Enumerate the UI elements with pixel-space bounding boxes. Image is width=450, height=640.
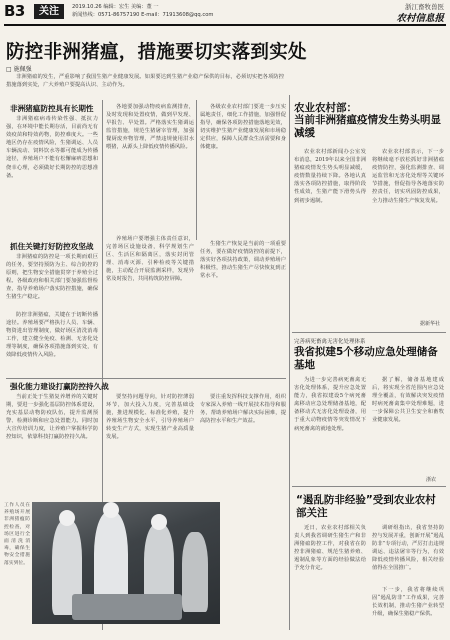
subhead-3: 强化能力建设打赢防控持久战 <box>10 382 109 391</box>
story2-title: 我省拟建5个移动应急处理储备基地 <box>294 346 438 371</box>
hotline: 新闻热线：0571-86757190 E-mail：71913608@qq.com <box>72 12 214 18</box>
story1-paragraph: 农业农村部表示，下一步将继续毫不放松抓好非洲猪瘟疫情防控，强化监测排查、调运监管和无害化处理等关键环节措施，督促指导各地落实防控责任，切实巩固防控成果，全力推动生猪生产恢复发展。 <box>372 149 444 204</box>
main-headline: 防控非洲猪瘟，措施要切实落到实处 <box>6 42 307 63</box>
column-rule <box>289 95 290 630</box>
photo-figure <box>151 514 167 530</box>
section-rule <box>6 378 286 379</box>
story1-title: 当前非洲猪瘟疫情发生势头明显减缓 <box>294 114 441 139</box>
story3-paragraph: 近日，农业农村部相关负责人到我省调研生猪生产和非洲猪瘟防控工作，对我省在防控非洲猪瘟、规范生猪养殖、遏制乱象等方面的经验做法给予充分肯定。 <box>294 525 366 572</box>
article-paragraph: 要坚持问题导向，针对防控薄弱环节，加大投入力度，完善基础设施，推进规模化、标准化养殖，提升养殖场生物安全水平，引导养殖场户转变生产方式，实现生猪产业高质量发展。 <box>106 394 194 441</box>
story2-paragraph: 为进一步完善病死畜禽无害化处理体系，提升应急处置能力，我省拟建设5个病死畜禽移动应急处理储备基地，配备移动式无害化处理设备，用于重大动物疫情等突发情况下病死畜禽的就地处理。 <box>294 377 366 432</box>
article-paragraph: 要注重发挥科技支撑作用，组织专家深入养殖一线开展技术指导和服务，帮助养殖场户解决实际困难，提高防控水平和生产效益。 <box>200 394 286 425</box>
story2-paragraph: 据了解，储备基地建成后，将实现全省范围内应急处理全覆盖，有效解决突发疫情时病死畜禽集中处理难题，进一步保障公共卫生安全和畜牧业健康发展。 <box>372 377 444 424</box>
story3-title: “遏乱防非经验”受到农业农村部关注 <box>296 494 436 519</box>
photo-caption: 工作人员在养殖场开展非洲猪瘟防控检查，对场区进行全面清洗消毒，确保生物安全措施落实到位。 <box>4 503 30 566</box>
intro-paragraph: 非洲猪瘟的发生，严重影响了我国生猪产业健康发展。如果要达到生猪产业稳产保供的目标，必须切实把各项防控措施落到实处，广大养殖户要提高认识、主动作为。 <box>6 74 284 89</box>
subhead-1: 非洲猪瘟防控具有长期性 <box>10 104 94 113</box>
issue-date: 2019.10.26 <box>72 4 102 10</box>
photo-figure <box>103 502 119 518</box>
news-photo <box>32 502 220 624</box>
article-paragraph: 各地要加强动物疫病监测排查，及时发现和处置疫情，做到早发现、早报告、早处置。严格落实生猪调运监管措施，规范生猪屠宰管理，加强餐厨废弃物管理，严禁违规使用泔水喂猪，从源头上降低疫情传播风险。 <box>106 104 194 151</box>
article-paragraph: 各级农业农村部门要进一步压实属地责任，细化工作措施，加强督促指导，确保各项防控措施落地见效，切实维护生猪产业健康发展和市场稳定供应，保障人民群众生活需要和身体健康。 <box>200 104 286 151</box>
issue-meta <box>72 3 159 10</box>
masthead <box>0 0 450 26</box>
photo-figure <box>59 510 75 526</box>
article-paragraph: 非洲猪瘟的防控是一项长期而艰巨的任务，要坚持预防为主、综合防控的原则，把生物安全措施贯穿于养殖全过程。各级政府和相关部门要加强监督检查，指导养殖场户落实防控措施，确保生猪生产稳定。 <box>6 254 98 301</box>
column-name: 浙江畜牧兽医 <box>405 3 444 11</box>
editor-credit: 编辑：宏生 美编：董 一 <box>103 4 159 10</box>
article-paragraph: 当前正处于生猪复养增养的关键时期，要进一步强化基层防控体系建设，充实基层动物防疫队伍，提升监测预警、检测诊断和应急处置能力。同时加大宣传培训力度，让养殖户掌握科学防控知识，依靠科技打赢防控持久战。 <box>6 394 98 441</box>
subhead-2: 抓住关键打好防控攻坚战 <box>10 242 94 251</box>
story2-kicker: 完善病死畜禽无害化处理体系 <box>294 339 366 345</box>
article-paragraph: 非洲猪瘟病毒传染性强、抵抗力强，在环境中能长期存活，目前尚无有效疫苗和特效药物，防控难度大。一些地区仍存在疫情风险，生猪调运、人员车辆流动、饲料饮水等都可能成为传播途径，养殖场户不能有松懈麻痹思想和侥幸心理，必须做好长期防控的思想准备。 <box>6 116 98 179</box>
story1-credit: 据新华社 <box>420 321 441 327</box>
story3-paragraph: 下一步，我省将继续巩固“遏乱防非”工作成果，完善长效机制，推动生猪产业转型升级，确保生猪稳产保供。 <box>372 587 444 618</box>
article-paragraph: 防控非洲猪瘟，关键在于切断传播途径。养殖场要严格执行人员、车辆、物资进出管理制度，做好场区清洗消毒工作，建立健全免疫、检测、无害化处理等制度，确保各项措施落到实处，有效降低疫情传入风险。 <box>6 312 98 359</box>
story1-kicker: 农业农村部： <box>294 102 357 114</box>
story2-credit: 浙农 <box>426 477 437 483</box>
page-number: B3 <box>4 2 25 20</box>
section-rule <box>292 486 446 487</box>
story3-paragraph: 调研组指出，我省坚持防控与发展并重，创新开展“遏乱防非”专项行动，严厉打击违规调运、违法屠宰等行为，有效降低疫情传播风险，相关经验值得在全国推广。 <box>372 525 444 572</box>
photo-figure <box>72 594 182 620</box>
story1-paragraph: 农业农村部新闻办公室发布消息，2019年以来全国非洲猪瘟疫情发生势头明显减缓，疫情数量持续下降。各地认真落实各项防控措施，取得阶段性成效，生猪产能下滑势头得到初步遏制。 <box>294 149 366 204</box>
article-paragraph: 生猪生产恢复是当前的一项重要任务，要在做好疫情防控的前提下，落实好各项扶持政策，调动养殖场户积极性，推动生猪生产尽快恢复到正常水平。 <box>200 241 286 280</box>
column-rule <box>196 100 197 240</box>
photo-figure <box>182 532 208 612</box>
article-paragraph: 养殖场户要增强主体责任意识，完善场区设施设备，科学规划生产区、生活区和隔离区，落实封闭管理、消毒灭源、引种检疫等关键措施，主动配合开展监测采样，发现异常及时报告，共同构筑防控屏障。 <box>106 236 194 283</box>
section-rule <box>292 332 446 333</box>
top-rule <box>4 24 446 26</box>
paper-logo: 农村信息报 <box>396 13 444 24</box>
section-label: 关注 <box>34 4 64 19</box>
byline: □ 施佩强 <box>6 66 32 73</box>
